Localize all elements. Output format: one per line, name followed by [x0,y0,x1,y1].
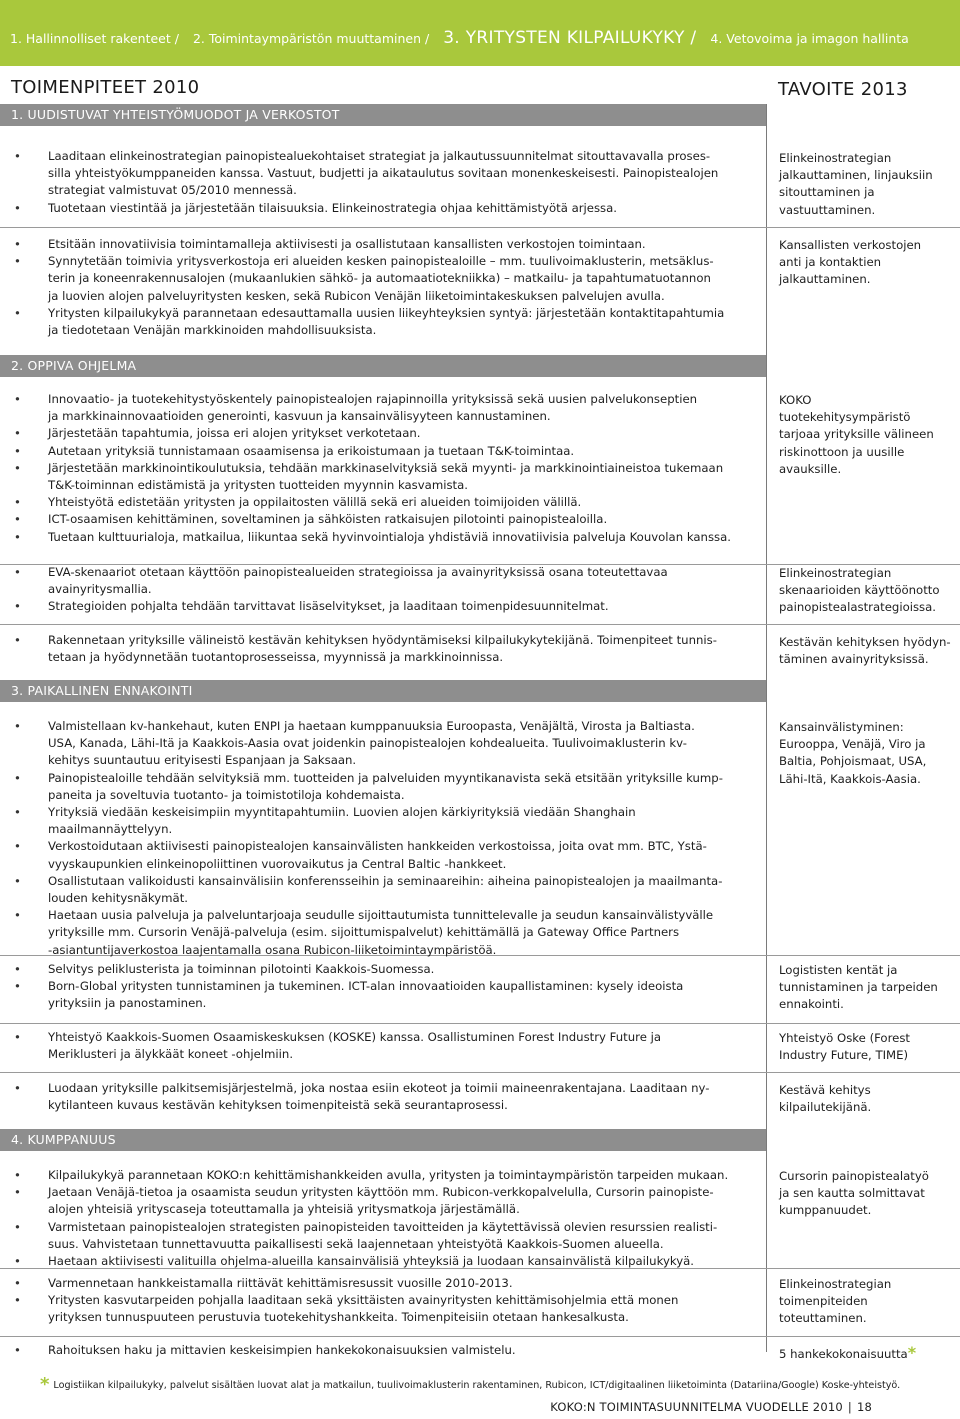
goal-line: avauksille. [779,461,842,476]
measure-group [0,148,766,217]
bullet-line: ja markkinainnovaatioiden generointi, kasvuun ja kansainvälisyyteen kannustaminen. [48,409,551,424]
bullet-line: vyyskaupunkien elinkeinopoliittinen vuorovaikutus ja Central Baltic -hankkeet. [48,856,507,871]
bullet-line: yrityksen tunnuspuuteen perustuvia tuotekehityshankkeita. Toimenpiteisiin otetaan hankesalkusta. [48,1310,629,1325]
bullet-line: Tuetaan kulttuurialoja, matkailua, liikuntaa sekä hyvinvointialoja yhdistäviä innovatiivisia palveluja Kouvolan kanssa. [48,529,732,544]
bullet-item [0,529,766,546]
bullet-line: Rahoituksen haku ja mittavien keskeisimpien hankekokonaisuuksien valmistelu. [48,1343,516,1357]
bullet-line: yrityksiin ja panostaminen. [48,996,207,1011]
bullet-line: kytilanteen kuvaus kestävän kehityksen toimenpiteistä sekä seurantaprosessi. [48,1098,508,1113]
bullet-item [0,978,766,1012]
bullet-line: kehitys suuntautuu erityisesti Espanjaan ja Saksaan. [48,753,357,768]
goal-line: kumppanuudet. [779,1203,872,1218]
bullet-line: yrityksille mm. Cursorin Venäjä-palveluja (esim. sijoittumispalvelut) kehittämällä ja Gateway Office Partners [48,925,680,940]
bullet-line: Innovaatio- ja tuotekehitystyöskentely painopistealojen rajapinnoilla yrityksissä sekä uusien palvelukonseptien [48,392,698,406]
bullet-line: paneita ja soveltuvia tuotanto- ja toimistotiloja kohdemaista. [48,787,405,802]
bullet-item [0,425,766,442]
bullet-line: ja tiedotetaan Venäjän markkinoiden mahdollisuuksista. [48,323,377,338]
bullet-item [0,443,766,460]
bullet-item [0,718,766,770]
bullet-line: Yrityksiä viedään keskeisimpiin myyntitapahtumiin. Luovien alojen kärkiyrityksiä viedään Shanghain maailmannäyttelyyn. [48,805,636,837]
goal-line: Yhteistyö Oske (Forest [779,1031,910,1045]
bullet-list [0,1275,766,1327]
bullet-line: avainyritysmallia. [48,582,152,597]
bullet-list [0,1029,766,1063]
goal-line: toimenpiteiden [779,1294,868,1309]
goal-line: Industry Future, TIME) [779,1048,909,1063]
bullet-line: Verkostoidutaan aktiivisesti painopistealojen kansainvälisten hankkeiden verkostoissa, joita ovat mm. BTC, Ystä- [48,839,707,854]
goal-line: painopistealastrategioissa. [779,600,937,615]
bullet-line: tetaan ja hyödynnetään tuotantoprosesseissa, myynnissä ja markkinoinnissa. [48,650,504,665]
goal-text [779,1276,955,1328]
goal-line: anti ja kontaktien [779,255,882,270]
bullet-item [0,1275,766,1292]
asterisk-mark: * [40,1374,50,1395]
bullet-line: Laaditaan elinkeinostrategian painopistealuekohtaiset strategiat ja jalkautussuunnitelmat sitouttavavalla proses- [48,149,711,163]
goal-line: täminen avainyrityksissä. [779,652,929,667]
bullet-line: Synnytetään toimivia yritysverkostoja eri alueiden kesken painopistealoille – mm. tuulivoimaklusterin, metsäklus- [48,254,714,269]
measure-group [0,1029,766,1063]
bullet-line: ICT-osaamisen kehittäminen, soveltaminen ja sähköisten ratkaisujen pilotointi painopistealoilla. [48,512,608,527]
bullet-item [0,564,766,598]
measure-group [0,236,766,339]
measures-heading: TOIMENPITEET 2010 [11,77,200,98]
bullet-item [0,873,766,907]
goal-line: toteuttaminen. [779,1311,867,1326]
goal-line: Eurooppa, Venäjä, Viro ja [779,737,926,752]
section-header-ennakointi: 3. PAIKALLINEN ENNAKOINTI [0,680,766,702]
bullet-line: Varmennetaan hankkeistamalla riittävät kehittämisresussit vuosille 2010-2013. [48,1276,513,1290]
bullet-line: Kilpailukykyä parannetaan KOKO:n kehittämishankkeiden avulla, yritysten ja toimintaympäristön tarpeiden mukaan. [48,1168,729,1182]
bullet-list [0,961,766,1013]
goal-line: Elinkeinostrategian [779,566,892,580]
bullet-line: Haetaan aktiivisesti valituilla ohjelma-alueilla kansainvälisiä yhteyksiä ja luodaan kansainvälistä kilpailukykyä. [48,1254,695,1269]
goal-line: tarjoaa yrityksille välineen [779,427,934,442]
goal-text [779,392,955,478]
bullet-line: Meriklusteri ja älykkäät koneet -ohjelmiin. [48,1047,294,1062]
bullet-item [0,1292,766,1326]
bullet-item [0,804,766,838]
bullet-line: Järjestetään markkinointikoulutuksia, tehdään markkinaselvityksiä sekä myynti- ja markkinointiaineistoa tukemaan [48,460,724,475]
goal-text [779,237,955,289]
bullet-line: Selvitys peliklusterista ja toiminnan pilotointi Kaakkois-Suomessa. [48,962,435,976]
bullet-item [0,148,766,200]
bullet-line: USA, Kanada, Lähi-Itä ja Kaakkois-Aasia ovat joidenkin painopistealojen kohdealueita. Tuulivoimaklusterin kv- [48,736,688,751]
top-navigation-bar [0,0,960,66]
bullet-line: Varmistetaan painopistealojen strategisten painopisteiden tavoitteiden ja käytettävissä olevien resurssien realisti- [48,1219,718,1234]
bullet-line: Yhteistyötä edistetään yritysten ja oppilaitosten välillä sekä eri alueiden toimijoiden välillä. [48,495,582,510]
column-headings [0,75,960,103]
measure-group [0,564,766,616]
nav-item-yritysten-kilpailukyky[interactable]: 3. YRITYSTEN KILPAILUKYKY / [443,28,697,48]
row-divider [0,227,960,228]
bullet-line: silla yhteistyökumppaneiden kanssa. Vastuut, budjetti ja aikataulutus sovitaan monenkeskeisesti. Painopistealojen [48,166,719,181]
bullet-list [0,1167,766,1270]
nav-item-hallinnolliset[interactable]: 1. Hallinnolliset rakenteet / [10,31,179,46]
goal-line: Kestävän kehityksen hyödyn- [779,635,951,649]
bullet-list [0,1080,766,1114]
goal-line: tuotekehitysympäristö [779,410,911,425]
section-header-oppiva-ohjelma: 2. OPPIVA OHJELMA [0,355,766,377]
goal-text [779,1030,955,1064]
goal-text [779,634,955,668]
bullet-line: terin ja koneenrakennusalojen (mukaanlukien sähkö- ja automaatiotekniikka) – matkailu- ja tapahtumatuotannon [48,271,711,286]
goal-text [779,150,955,219]
measure-group [0,1080,766,1114]
bullet-item [0,253,766,305]
bullet-list [0,391,766,546]
bullet-list [0,564,766,616]
row-divider [0,1023,960,1024]
section-header-verkostot: 1. UUDISTUVAT YHTEISTYÖMUODOT JA VERKOSTOT [0,104,766,126]
goal-line: kilpailutekijänä. [779,1100,872,1115]
goal-line: ennakointi. [779,997,844,1012]
bullet-line: T&K-toiminnan edistämistä ja yritysten tuotteiden myynnin kasvamista. [48,478,469,493]
goal-line: Elinkeinostrategian [779,151,892,165]
measure-group [0,961,766,1013]
bullet-item [0,391,766,425]
bullet-line: Painopistealoille tehdään selvityksiä mm. tuotteiden ja palveluiden myyntikanavista sekä etsitään yrityksille kump- [48,770,723,785]
bullet-item [0,200,766,217]
nav-item-vetovoima[interactable]: 4. Vetovoima ja imagon hallinta [710,31,909,46]
bullet-line: Etsitään innovatiivisia toimintamalleja aktiivisesti ja osallistutaan kansallisten verkostojen toimintaan. [48,237,646,251]
footer-title: KOKO:N TOIMINTASUUNNITELMA VUODELLE 2010 [550,1400,843,1414]
goal-line: Baltia, Pohjoismaat, USA, [779,754,927,769]
goal-text [779,1168,955,1220]
footnote-text: Logistiikan kilpailukyky, palvelut sisältäen luovat alat ja matkailun, tuulivoimaklusterin rakentaminen, Rubicon, ICT/digitaalinen liiketoiminta (Datariina/Google) Koske-yhteistyö. [53,1380,901,1391]
bullet-line: Strategioiden pohjalta tehdään tarvittavat lisäselvitykset, ja laaditaan toimenpidesuunnitelmat. [48,599,609,614]
goal-text [779,565,955,617]
bullet-item [0,1080,766,1114]
bullet-line: Tuotetaan viestintää ja järjestetään tilaisuuksia. Elinkeinostrategia ohjaa kehittämistyötä arjessa. [48,200,618,215]
bullet-line: Järjestetään tapahtumia, joissa eri alojen yritykset verkotetaan. [48,426,421,441]
goal-line: Kansallisten verkostojen [779,238,922,252]
goal-line: Lähi-Itä, Kaakkois-Aasia. [779,771,921,786]
goal-line: jalkauttaminen, linjauksiin [779,168,933,183]
goal-line: jalkauttaminen. [779,272,871,287]
bullet-item [0,838,766,872]
bullet-item [0,632,766,666]
row-divider [0,1336,960,1337]
bullet-list [0,632,766,666]
goal-line: 5 hankekokonaisuutta [779,1347,908,1361]
bullet-line: Osallistutaan valikoidusti kansainvälisiin konferensseihin ja seminaareihin: aiheina painopistealojen ja maailmanta- [48,873,723,888]
bullet-line: Jaetaan Venäjä-tietoa ja osaamista seudun yritysten käyttöön mm. Rubicon-verkkopalvelulla, Cursorin painopiste- [48,1185,714,1200]
measure-group [0,718,766,959]
bullet-line: Haetaan uusia palveluja ja palveluntarjoaja seudulle sijoittautumista tunnittelevalle ja seudun kansainvälistyvälle [48,908,714,923]
bullet-item [0,1342,766,1359]
page-number: 18 [856,1400,872,1414]
bullet-item [0,1029,766,1063]
bullet-line: ja luovien alojen palveluyritysten kesken, sekä Rubicon Venäjän liiketoimintakeskuksen palvelujen avulla. [48,288,665,303]
row-divider [0,624,960,625]
bullet-item [0,1184,766,1218]
bullet-line: Luodaan yrityksille palkitsemisjärjestelmä, joka nostaa esiin ekoteot ja toimii maineenrakentajana. Laaditaan ny- [48,1081,710,1095]
goal-line: Kansainvälistyminen: [779,720,904,734]
bullet-line: Yhteistyö Kaakkois-Suomen Osaamiskeskuksen (KOSKE) kanssa. Osallistuminen Forest Industry Future ja [48,1030,662,1044]
bullet-item [0,770,766,804]
bullet-line: Rakennetaan yrityksille välineistö kestävän kehityksen hyödyntämiseksi kilpailukykytekijänä. Toimenpiteet tunnis- [48,633,717,647]
bullet-line: louden kehitysnäkymät. [48,891,189,906]
goal-text [779,1082,955,1116]
measure-group [0,1275,766,1327]
bullet-line: Valmistellaan kv-hankehaut, kuten ENPI ja haetaan kumppanuuksia Euroopasta, Venäjältä, Virosta ja Baltiasta. [48,719,695,733]
bullet-line: strategiat valmistuvat 05/2010 mennessä. [48,183,297,198]
bullet-item [0,907,766,959]
bullet-line: EVA-skenaariot otetaan käyttöön painopistealueiden strategioissa ja avainyrityksissä osana toteutettavaa [48,565,668,579]
bullet-item [0,1253,766,1270]
page-footer: KOKO:N TOIMINTASUUNNITELMA VUODELLE 2010 | 18 [550,1400,872,1414]
bullet-item [0,1167,766,1184]
bullet-line: suus. Vahvistetaan tunnettavuutta paikallisesti sekä laajennetaan yhteistyötä Kaakkois-Suomen alueella. [48,1236,664,1251]
goal-line: Logististen kentät ja [779,963,898,977]
goal-text [779,962,955,1014]
goal-line: KOKO [779,393,812,407]
bullet-item [0,1219,766,1253]
goal-line: ja sen kautta solmittavat [779,1186,925,1201]
goal-line: Cursorin painopistealatyö [779,1169,929,1183]
goal-heading: TAVOITE 2013 [778,79,908,100]
bullet-line: Yritysten kasvutarpeiden pohjalla laaditaan sekä yksittäisten avainyritysten kehittämisohjelmia että monen [48,1293,679,1308]
bullet-item [0,511,766,528]
goal-line: Elinkeinostrategian [779,1277,892,1291]
bullet-item [0,305,766,339]
goal-line: sitouttaminen ja [779,185,875,200]
bullet-list [0,236,766,339]
bullet-item [0,460,766,494]
measure-group [0,391,766,546]
measure-group [0,632,766,666]
bullet-list [0,1342,766,1359]
row-divider [0,1072,960,1073]
column-divider [766,104,767,1352]
measure-group [0,1167,766,1270]
bullet-item [0,236,766,253]
goal-line: vastuuttaminen. [779,202,876,217]
bullet-item [0,494,766,511]
bullet-item [0,961,766,978]
bullet-line: Born-Global yritysten tunnistaminen ja tukeminen. ICT-alan innovaatioiden kaupallistaminen: kysely ideoista [48,979,684,994]
bullet-line: alojen yhteisiä yrityscaseja toteuttamalla ja yhteisiä yritysmatkoja järjestämällä. [48,1202,520,1217]
bullet-line: -asiantuntijaverkostoa laajentamalla osana Rubicon-liiketoimintaympäristöä. [48,942,497,957]
goal-line: Kestävä kehitys [779,1083,871,1097]
goal-text [779,1344,955,1363]
bullet-line: Yritysten kilpailukykyä parannetaan edesauttamalla uusien liikeyhteyksien syntyä: järjestetään kontaktitapahtumia [48,305,725,320]
bullet-list [0,718,766,959]
goal-text [779,719,955,788]
goal-line: skenaarioiden käyttöönotto [779,583,940,598]
bullet-line: Autetaan yrityksiä tunnistamaan osaamisensa ja erikoistumaan ja tuetaan T&K-toimintaa. [48,443,575,458]
goal-line: tunnistaminen ja tarpeiden [779,980,938,995]
section-header-kumppanuus: 4. KUMPPANUUS [0,1129,766,1151]
bullet-item [0,598,766,615]
nav-item-toimintaymparisto[interactable]: 2. Toimintaympäristön muuttaminen / [192,31,430,46]
asterisk-mark: * [907,1343,917,1362]
footnote [40,1372,955,1393]
measure-group [0,1342,766,1359]
bullet-list [0,148,766,217]
goal-line: riskinottoon ja uusille [779,444,905,459]
